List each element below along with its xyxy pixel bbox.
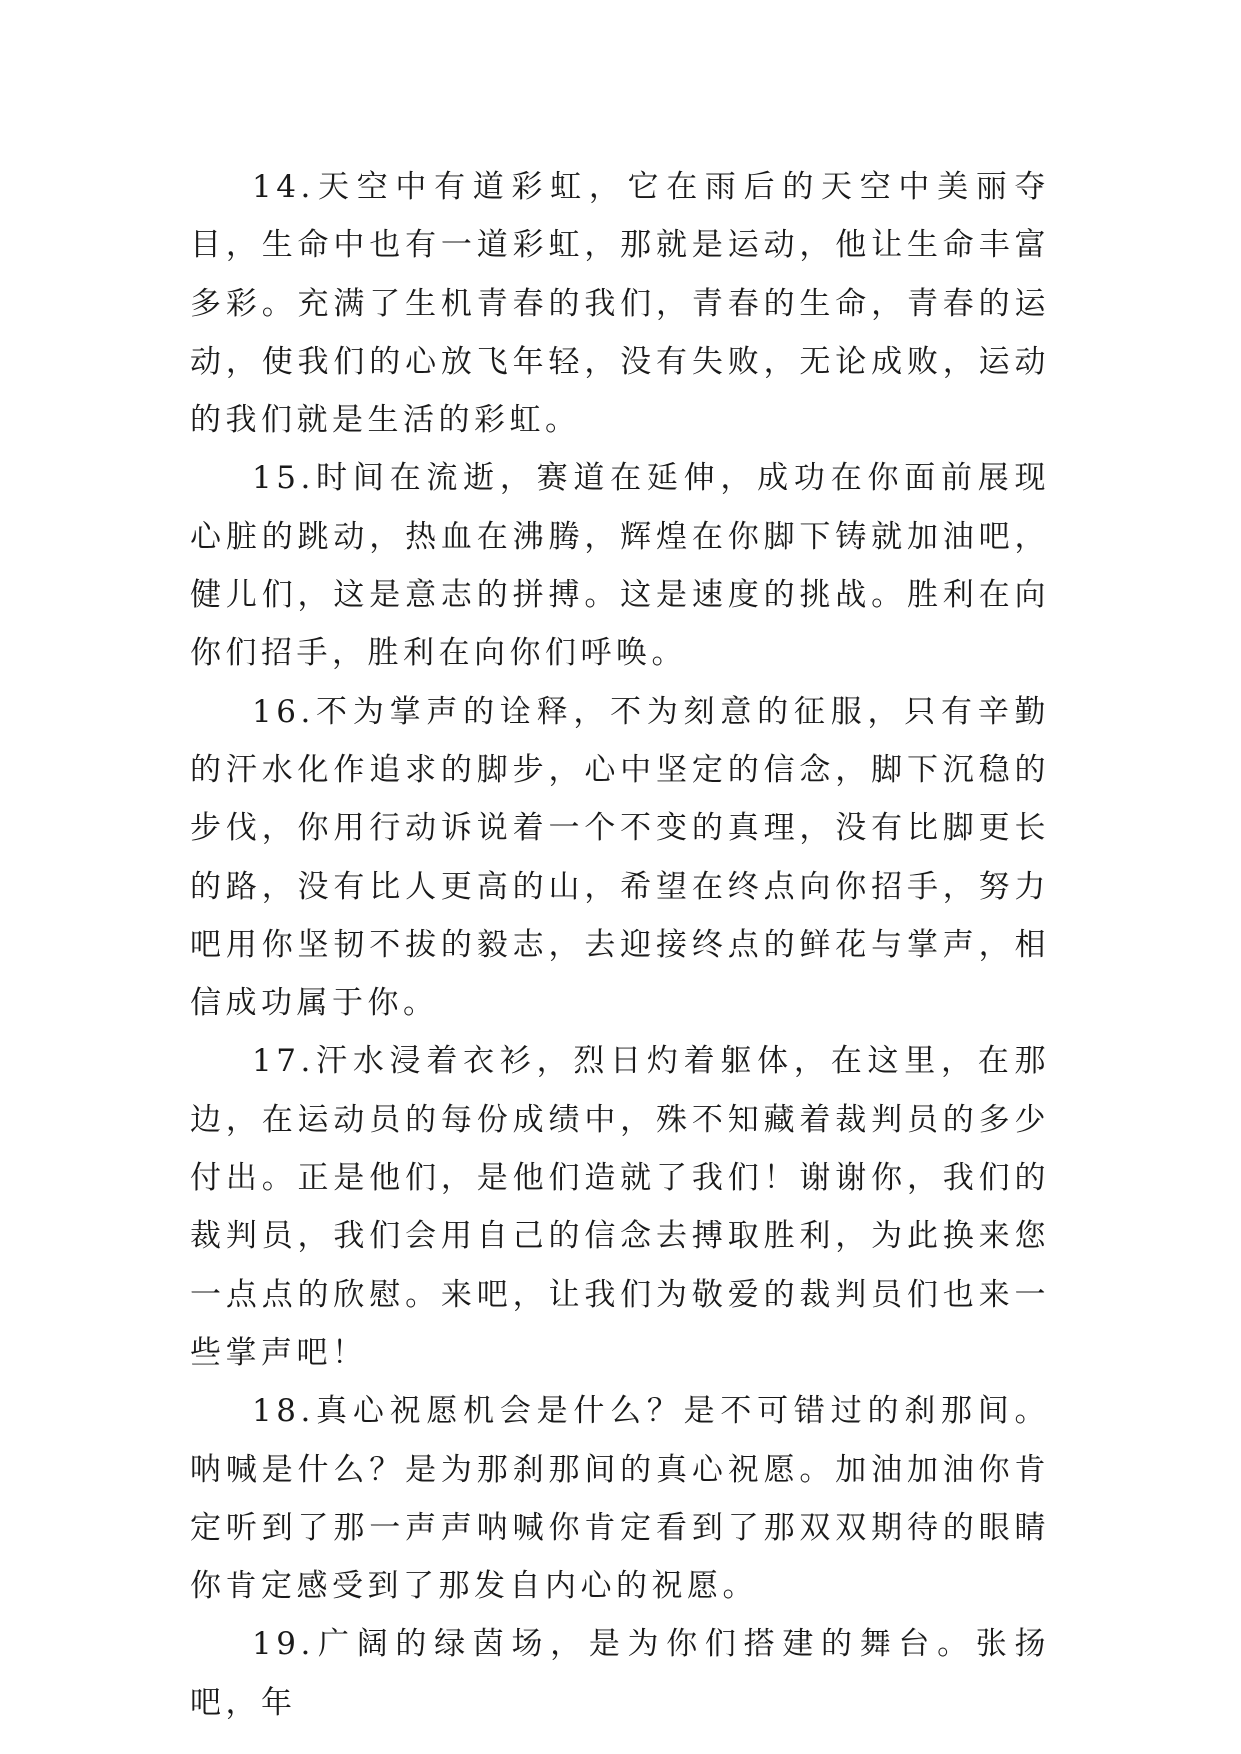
document-body xyxy=(190,158,1050,1732)
paragraph-14: 14.天空中有道彩虹，它在雨后的天空中美丽夺目，生命中也有一道彩虹，那就是运动，他让生命丰富多彩。充满了生机青春的我们，青春的生命，青春的运动，使我们的心放飞年轻，没有失败，无论成败，运动的我们就是生活的彩虹。 xyxy=(190,169,1050,439)
paragraph-15: 15.时间在流逝，赛道在延伸，成功在你面前展现心脏的跳动，热血在沸腾，辉煌在你脚下铸就加油吧，健儿们，这是意志的拼搏。这是速度的挑战。胜利在向你们招手，胜利在向你们呼唤。 xyxy=(190,460,1050,672)
paragraph-19: 19.广阔的绿茵场，是为你们搭建的舞台。张扬吧，年 xyxy=(190,1626,1050,1721)
paragraph-17: 17.汗水浸着衣衫，烈日灼着躯体，在这里，在那边，在运动员的每份成绩中，殊不知藏着裁判员的多少付出。正是他们，是他们造就了我们！谢谢你，我们的裁判员，我们会用自己的信念去搏取胜利，为此换来您一点点的欣慰。来吧，让我们为敬爱的裁判员们也来一些掌声吧！ xyxy=(190,1043,1050,1371)
paragraph-16: 16.不为掌声的诠释，不为刻意的征服，只有辛勤的汗水化作追求的脚步，心中坚定的信念，脚下沉稳的步伐，你用行动诉说着一个不变的真理，没有比脚更长的路，没有比人更高的山，希望在终点向你招手，努力吧用你坚韧不拔的毅志，去迎接终点的鲜花与掌声，相信成功属于你。 xyxy=(190,693,1050,1022)
paragraph-18: 18.真心祝愿机会是什么？是不可错过的刹那间。呐喊是什么？是为那刹那间的真心祝愿。加油加油你肯定听到了那一声声呐喊你肯定看到了那双双期待的眼睛你肯定感受到了那发自内心的祝愿。 xyxy=(190,1393,1050,1605)
